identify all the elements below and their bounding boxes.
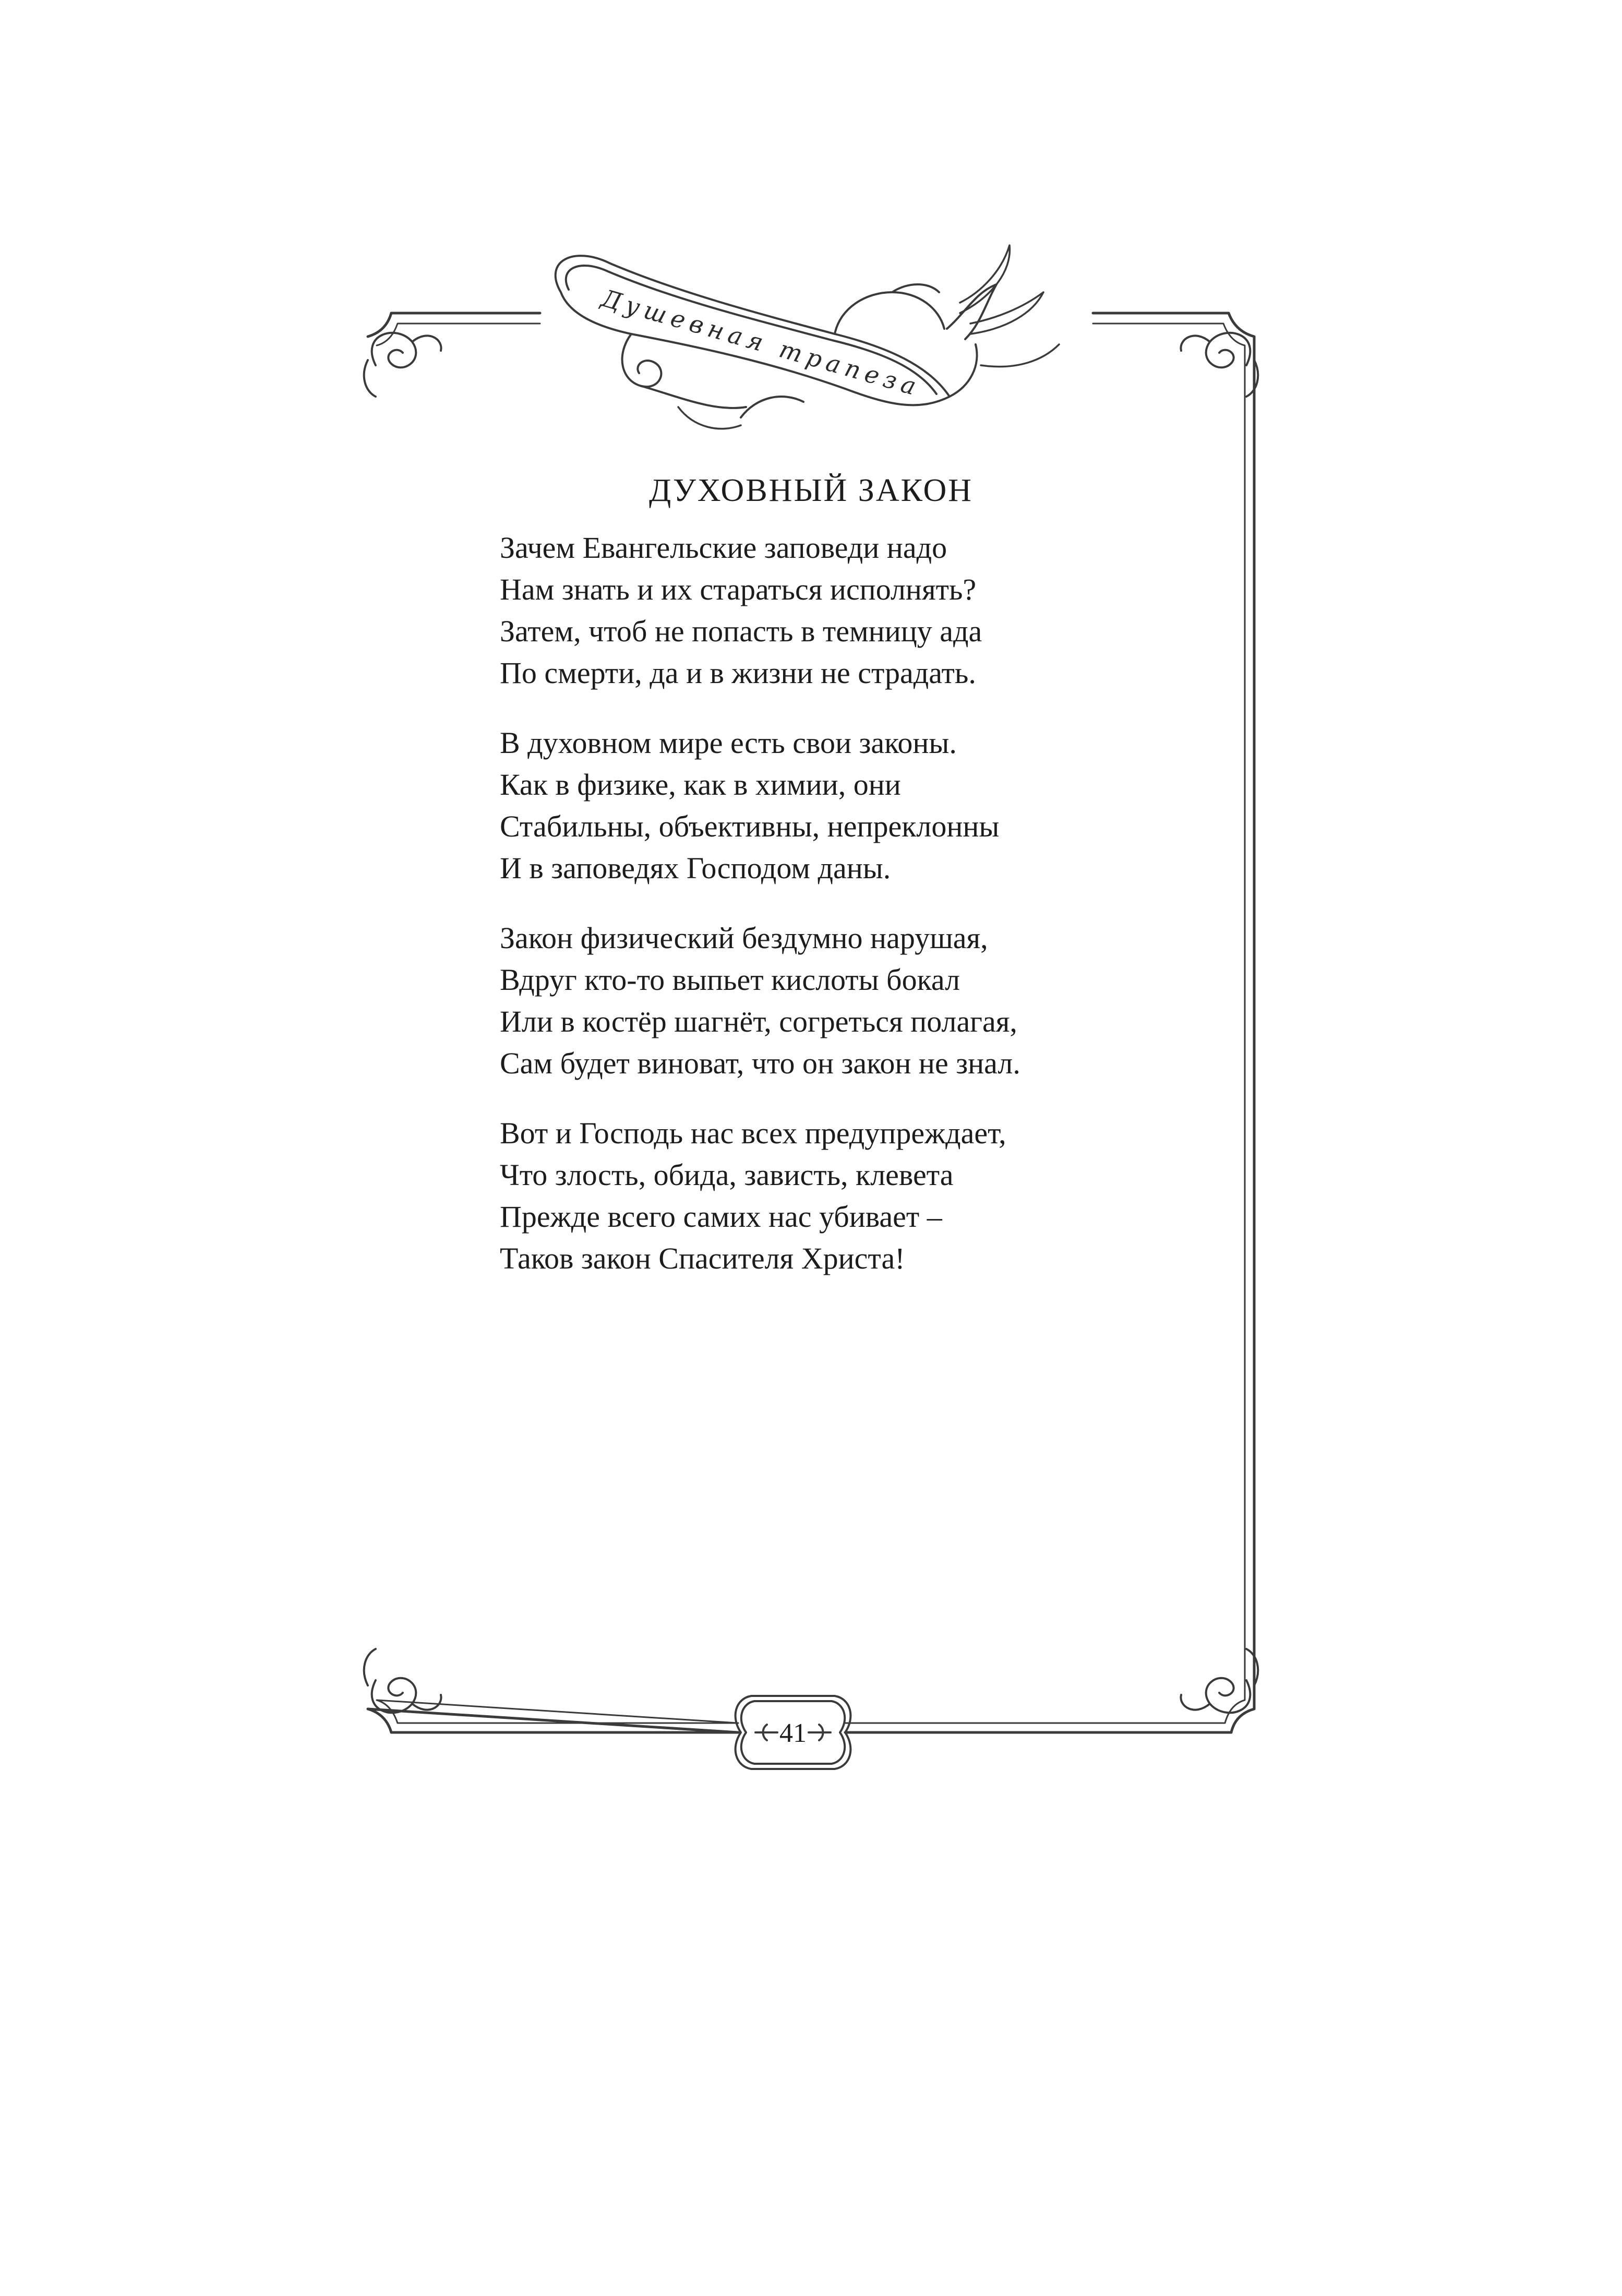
poem-line: Сам будет виноват, что он закон не знал. [500, 1046, 1020, 1080]
corner-flourish-bottom-right [1181, 1649, 1258, 1713]
poem-line: Затем, чтоб не попасть в темницу ада [500, 614, 982, 648]
corner-flourish-top-left [364, 333, 441, 397]
poem-line: Нам знать и их стараться исполнять? [500, 572, 977, 606]
page-number: 41 [779, 1718, 807, 1748]
poem-line: Таков закон Спасителя Христа! [500, 1241, 905, 1275]
corner-flourish-top-right [1181, 333, 1258, 397]
poem-line: Или в костёр шагнёт, согреться полагая, [500, 1004, 1017, 1038]
stanza-1 [500, 527, 1282, 694]
poem-line: Что злость, обида, зависть, клевета [500, 1158, 954, 1192]
poem-line: Стабильны, объективны, непреклонны [500, 809, 1000, 843]
stanza-3 [500, 917, 1282, 1084]
banner-title: Душевная трапеза [598, 283, 924, 402]
stanza-2 [500, 722, 1282, 889]
poem-title: ДУХОВНЫЙ ЗАКОН [648, 473, 973, 508]
poem-line: Зачем Евангельские заповеди надо [500, 531, 947, 565]
poem-line: Вдруг кто-то выпьет кислоты бокал [500, 963, 960, 997]
poem-line: В духовном мире есть свои законы. [500, 726, 957, 760]
stanza-4 [500, 1113, 1282, 1279]
poem-line: Прежде всего самих нас убивает – [500, 1200, 942, 1234]
poem-line: И в заповедях Господом даны. [500, 851, 891, 885]
poem-body [500, 527, 1282, 1308]
poem-line: Закон физический бездумно нарушая, [500, 921, 988, 955]
poem-line: Как в физике, как в химии, они [500, 768, 901, 802]
poem-line: Вот и Господь нас всех предупреждает, [500, 1116, 1006, 1150]
poem-line: По смерти, да и в жизни не страдать. [500, 656, 976, 690]
